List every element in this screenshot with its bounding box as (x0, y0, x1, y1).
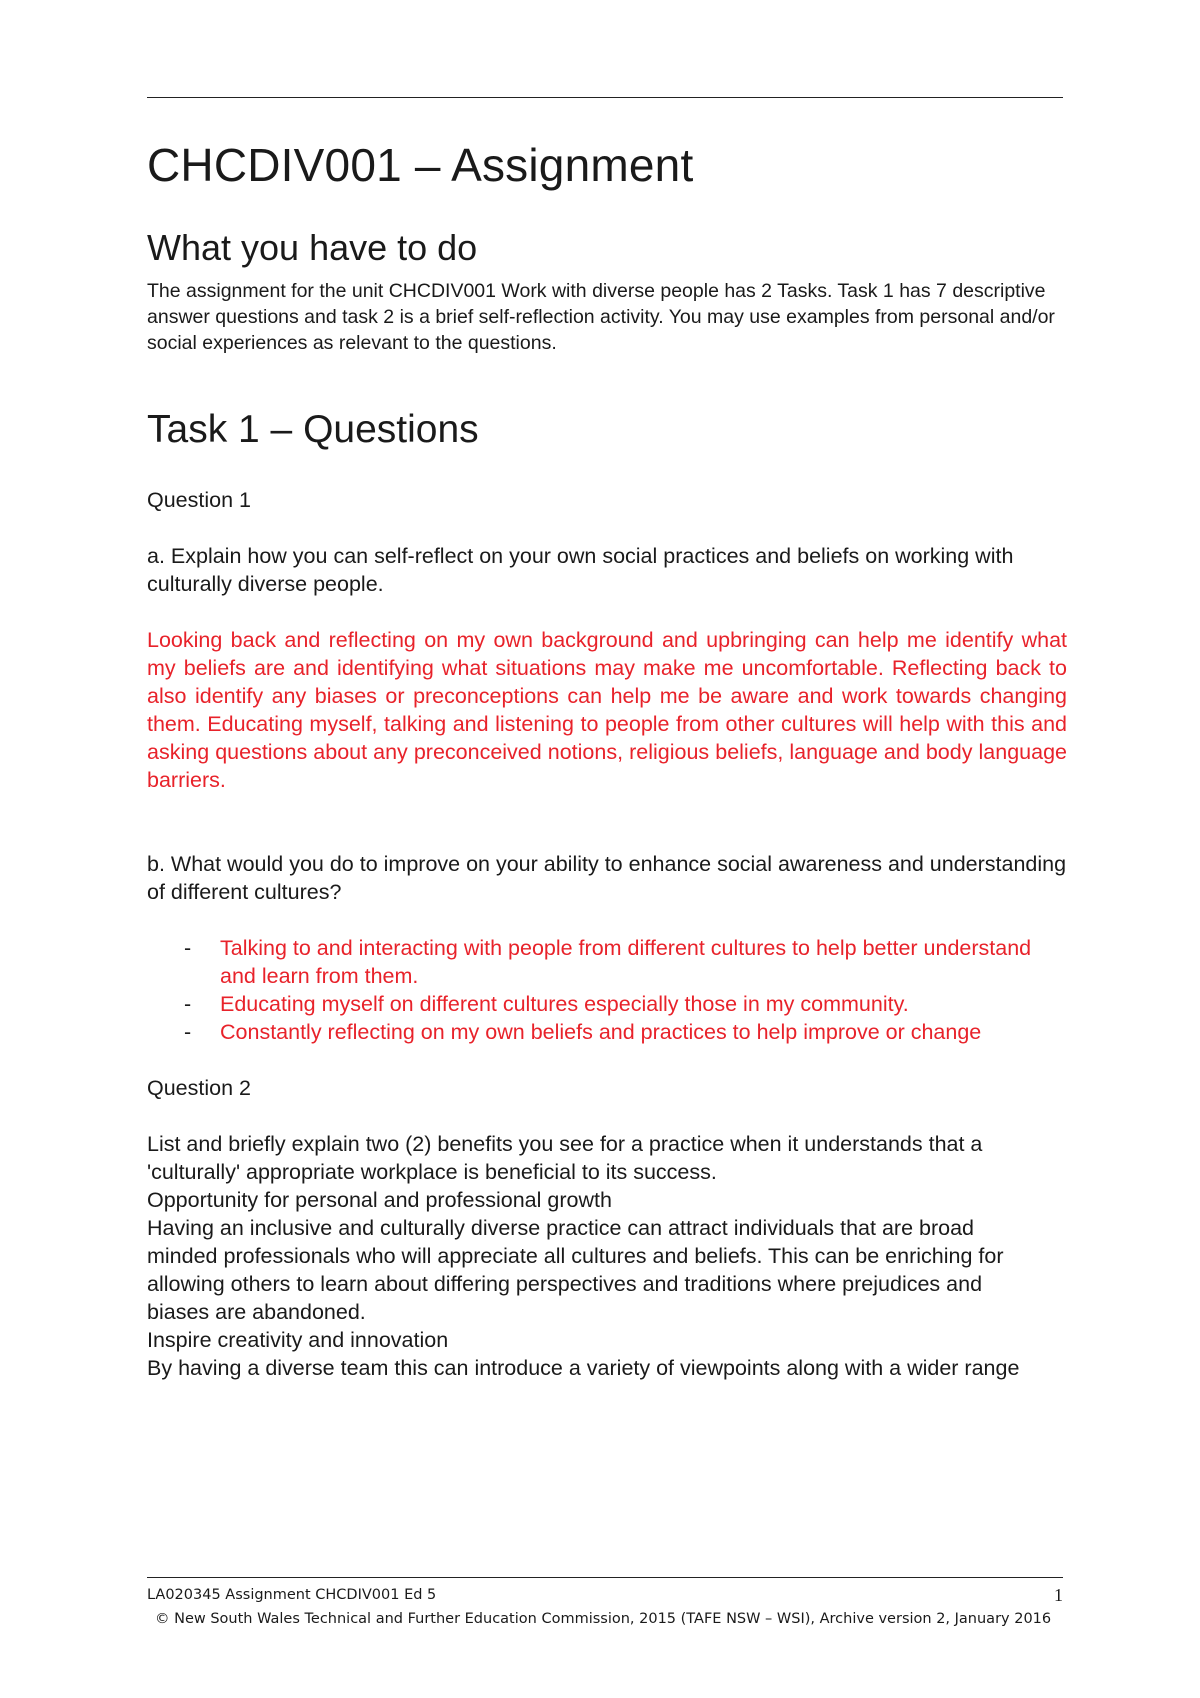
section-heading-what-to-do: What you have to do (147, 227, 478, 268)
question-2-label: Question 2 (147, 1076, 251, 1100)
question-2-line: Opportunity for personal and professional growth (147, 1188, 612, 1212)
question-2-line: By having a diverse team this can introduce a variety of viewpoints along with a wider range (147, 1356, 1020, 1380)
header-rule (147, 97, 1063, 98)
footer-rule (147, 1577, 1063, 1578)
footer-row (147, 1583, 1063, 1607)
question-2-line: allowing others to learn about differing perspectives and traditions where prejudices and (147, 1272, 983, 1296)
list-item (147, 990, 1067, 1018)
answer-text: Educating myself on different cultures especially those in my community. (220, 992, 909, 1016)
answer-text: Talking to and interacting with people from different cultures to help better understand and learn from them. (220, 936, 1032, 988)
dash-bullet-icon: - (184, 992, 192, 1016)
question-2-line: minded professionals who will appreciate all cultures and beliefs. This can be enriching for (147, 1244, 1004, 1268)
question-1-label: Question 1 (147, 488, 251, 512)
question-1b-text: b. What would you do to improve on your ability to enhance social awareness and understanding of different cultures? (147, 852, 1067, 904)
question-2-text: List and briefly explain two (2) benefits you see for a practice when it understands that a 'culturally' appropriate workplace is beneficial to its success. (147, 1132, 983, 1184)
document-title: CHCDIV001 – Assignment (147, 139, 694, 191)
footer-doc-id: LA020345 Assignment CHCDIV001 Ed 5 (147, 1587, 437, 1603)
intro-paragraph: The assignment for the unit CHCDIV001 Work with diverse people has 2 Tasks. Task 1 has 7 descriptive answer questions and task 2 is a brief self-reflection activity. You may use examples from personal and/or social experiences as relevant to the questions. (147, 280, 1055, 354)
page-number: 1 (1054, 1585, 1063, 1605)
page-footer (147, 1583, 1063, 1631)
question-2-line: Having an inclusive and culturally diverse practice can attract individuals that are broad (147, 1216, 974, 1240)
question-2-line: biases are abandoned. (147, 1300, 366, 1324)
question-2-line: Inspire creativity and innovation (147, 1328, 449, 1352)
dash-bullet-icon: - (184, 936, 192, 960)
page-content (147, 132, 1067, 1382)
list-item (147, 934, 1067, 990)
dash-bullet-icon: - (184, 1020, 192, 1044)
question-1a-answer: Looking back and reflecting on my own background and upbringing can help me identify what my beliefs are and identifying what situations may make me uncomfortable. Reflecting back to also identify any biases or preconceptions can help me be aware and work towards changing them. Educating myself, talking and listening to people from other cultures will help with this and asking questions about any preconceived notions, religious beliefs, language and body language barriers. (147, 628, 1067, 792)
question-1b-answer-list (147, 934, 1067, 1046)
footer-copyright: © New South Wales Technical and Further Education Commission, 2015 (TAFE NSW – WSI), Archive version 2, January 2016 (155, 1611, 1052, 1627)
list-item (147, 1018, 1067, 1046)
answer-text: Constantly reflecting on my own beliefs and practices to help improve or change (220, 1020, 982, 1044)
task-1-heading: Task 1 – Questions (147, 408, 479, 451)
question-1a-text: a. Explain how you can self-reflect on your own social practices and beliefs on working with culturally diverse people. (147, 544, 1014, 596)
